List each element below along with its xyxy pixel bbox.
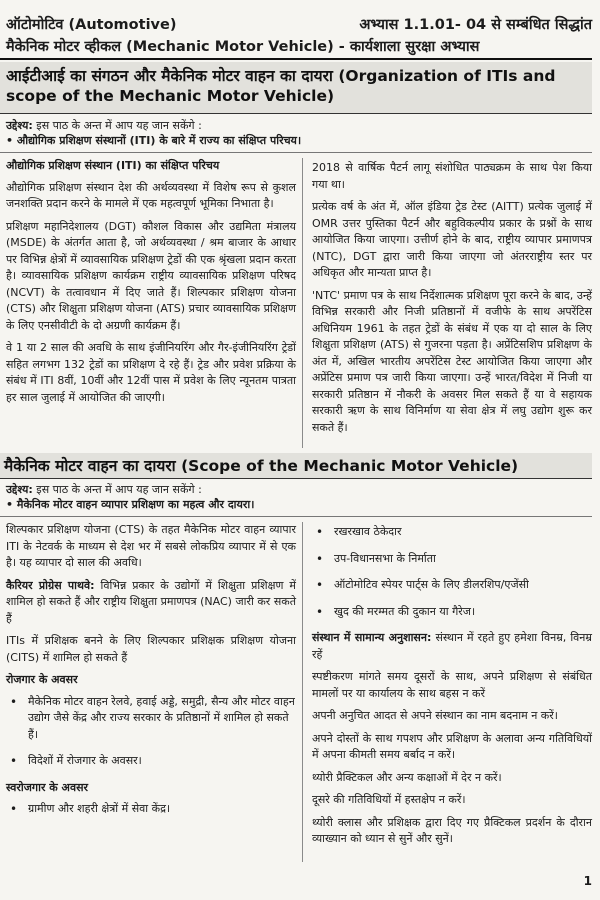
column-divider (302, 522, 303, 862)
section1-objective (6, 118, 592, 148)
section2-right-column (312, 524, 592, 854)
page-header (6, 14, 592, 56)
section2-objective-divider (0, 516, 592, 517)
header-subject: ऑटोमोटिव (Automotive) (6, 17, 177, 33)
list-item: • ग्रामीण और शहरी क्षेत्रों में सेवा केंद्र। (6, 801, 296, 818)
discipline-intro (312, 630, 592, 663)
list-item: • विदेशों में रोजगार के अवसर। (6, 753, 296, 770)
list-item: • ऑटोमोटिव स्पेयर पार्ट्स के लिए डीलरशिप/एजेंसी (312, 577, 592, 594)
paragraph: प्रशिक्षण महानिदेशालय (DGT) कौशल विकास और उद्यमिता मंत्रालय (MSDE) के अंतर्गत आता है, जो अर्थव्यवस्था / श्रम बाजार के आधार पर विभिन्न क्षेत्रों में व्यावसायिक प्रशिक्षण ट्रेडों की एक श्रृंखला प्रदान करता है। व्यावसायिक प्रशिक्षण कार्यक्रम राष्ट्रीय व्यावसायिक प्रशिक्षण परिषद (NCVT) के तत्वावधान में दिए जाते हैं। शिल्पकार प्रशिक्षण योजना (CTS) और शिक्षुता प्रशिक्षण योजना (ATS) प्रचार व्यावसायिक प्रशिक्षण के लिए एनसीवीटी के दो अग्रणी कार्यक्रम हैं। (6, 219, 296, 332)
list-item: • मैकेनिक मोटर वाहन रेलवे, हवाई अड्डे, समुद्री, सैन्य और मोटर वाहन उद्योग जैसे केंद्र और राज्य सरकार के प्रतिष्ठानों में शामिल हो सकते हैं। (6, 694, 296, 744)
discipline-rule: अपनी अनुचित आदत से अपने संस्थान का नाम बदनाम न करें। (312, 709, 558, 722)
discipline-text: संस्थान में रहते हुए हमेशा विनम्र, विनम्र रहें (312, 631, 592, 661)
employment-list (6, 694, 296, 770)
paragraph: 2018 से वार्षिक पैटर्न लागू संशोधित पाठ्यक्रम के साथ पेश किया गया था। (312, 161, 592, 191)
section2-objective-label: उद्देश्य: (6, 483, 33, 496)
section1-right-column (312, 160, 592, 442)
section2-objective (6, 482, 592, 512)
section2-objective-text: इस पाठ के अन्त में आप यह जान सकेंगे : (32, 483, 202, 496)
paragraph: शिल्पकार प्रशिक्षण योजना (CTS) के तहत मैकेनिक मोटर वाहन व्यापार ITI के नेटवर्क के माध्यम से देश भर में सबसे लोकप्रिय व्यापार में से एक है। यह व्यापार दो साल की अवधि। (6, 523, 296, 569)
discipline-rule: अपने दोस्तों के साथ गपशप और प्रशिक्षण के अलावा अन्य गतिविधियों में अपना कीमती समय बर्बाद न करें। (312, 731, 592, 761)
list-item: • खुद की मरम्मत की दुकान या गैरेज। (312, 604, 592, 621)
section1-title: आईटीआई का संगठन और मैकेनिक मोटर वाहन का दायरा (Organization of ITIs and scope of the Mechanic Motor Vehicle) (0, 62, 592, 114)
discipline-rule: थ्योरी क्लास और प्रशिक्षक द्वारा दिए गए प्रैक्टिकल प्रदर्शन के दौरान व्याख्यान को ध्यान से सुनें और सुनें। (312, 815, 592, 845)
section1-objective-label: उद्देश्य: (6, 119, 33, 132)
paragraph: वे 1 या 2 साल की अवधि के साथ इंजीनियरिंग और गैर-इंजीनियरिंग ट्रेडों सहित लगभग 132 ट्रेडों का प्रशिक्षण दे रहे हैं। ट्रेड और प्रवेश प्रक्रिया के संबंध में ITI 8वीं, 10वीं और 12वीं पास में प्रवेश के लिए न्यूनतम पात्रता हर साल जुलाई में आयोजित की जाएगी। (6, 341, 296, 404)
list-item: • उप-विधानसभा के निर्माता (312, 551, 592, 568)
employment-heading: रोजगार के अवसर (6, 673, 78, 686)
list-item: • रखरखाव ठेकेदार (312, 524, 592, 541)
paragraph: 'NTC' प्रमाण पत्र के साथ निर्देशात्मक प्रशिक्षण पूरा करने के बाद, उन्हें विभिन्न सरकारी और निजी प्रतिष्ठानों में वजीफे के साथ अपरेंटिस अधिनियम 1961 के तहत ट्रेडों के संबंध में एक या दो साल के लिए शिक्षुता प्रशिक्षण (ATS) से गुजरना पड़ता है। अप्रेंटिसशिप प्रशिक्षण के अंत में, अखिल भारतीय अपरेंटिस टेस्ट आयोजित किया जाएगा और अप्रेंटिस प्रमाण पत्र जारी किया जाएगा। उन्हें भारत/विदेश में निजी या सरकारी प्रतिष्ठान में नौकरी के अवसर मिल सकते हैं या वे सहायक सरकारी ऋण के साथ विनिर्माण या सेवा क्षेत्र में लघु उद्योग शुरू कर सकते हैं। (312, 288, 592, 434)
page-number: 1 (583, 874, 592, 888)
header-divider (0, 58, 592, 60)
column-divider (302, 158, 303, 448)
section2-title: मैकेनिक मोटर वाहन का दायरा (Scope of the Mechanic Motor Vehicle) (0, 453, 592, 479)
career-pathway (6, 578, 296, 628)
paragraph: ITIs में प्रशिक्षक बनने के लिए शिल्पकार प्रशिक्षक प्रशिक्षण योजना (CITS) में शामिल हो सकते हैं (6, 634, 296, 664)
discipline-rule: थ्योरी प्रैक्टिकल और अन्य कक्षाओं में देर न करें। (312, 770, 502, 784)
section1-left-column (6, 158, 296, 412)
header-exercise-ref: अभ्यास 1.1.01- 04 से सम्बंधित सिद्धांत (359, 17, 592, 33)
section1-objective-point: • औद्योगिक प्रशिक्षण संस्थानों (ITI) के बारे में राज्य का संक्षिप्त परिचय। (6, 134, 302, 147)
section2-objective-point: • मैकेनिक मोटर वाहन व्यापार प्रशिक्षण का महत्व और दायरा। (6, 498, 255, 511)
discipline-rule: दूसरे की गतिविधियों में हस्तक्षेप न करें। (312, 793, 466, 806)
self-employment-list (6, 801, 296, 818)
discipline-rule: स्पष्टीकरण मांगते समय दूसरों के साथ, अपने प्रशिक्षण से संबंधित मामलों पर या कार्यालय के साथ बहस न करें (312, 670, 592, 700)
paragraph: प्रत्येक वर्ष के अंत में, ऑल इंडिया ट्रेड टेस्ट (AITT) प्रत्येक जुलाई में OMR उत्तर पुस्तिका पैटर्न और बहुविकल्पीय प्रकार के प्रश्नों के साथ आयोजित किया जाएगा। उत्तीर्ण होने के बाद, राष्ट्रीय व्यापार प्रमाणपत्र (NTC), DGT द्वारा जारी किया जाएगा जो अंतरराष्ट्रीय स्तर पर अधिकृत और मान्यता प्राप्त है। (312, 200, 592, 279)
self-employment-heading: स्वरोजगार के अवसर (6, 780, 89, 794)
career-pathway-label: कैरियर प्रोग्रेस पाथवे: (6, 578, 95, 592)
section1-objective-divider (0, 152, 592, 153)
career-pathway-text: विभिन्न प्रकार के उद्योगों में शिक्षुता प्रशिक्षण में शामिल हो सकते हैं और राष्ट्रीय शिक्षुता प्रमाणपत्र (NAC) जारी कर सकते हैं (6, 578, 297, 625)
self-employment-list-continued (312, 524, 592, 620)
section1-objective-text: इस पाठ के अन्त में आप यह जान सकेंगे : (32, 119, 202, 132)
paragraph: औद्योगिक प्रशिक्षण संस्थान देश की अर्थव्यवस्था में विशेष रूप से कुशल जनशक्ति प्रदान करने के मामले में एक महत्वपूर्ण भूमिका निभाता है। (6, 180, 296, 210)
section2-left-column (6, 522, 296, 828)
header-course-title: मैकेनिक मोटर व्हीकल (Mechanic Motor Vehicle) - कार्यशाला सुरक्षा अभ्यास (6, 39, 480, 55)
iti-intro-heading: औद्योगिक प्रशिक्षण संस्थान (ITI) का संक्षिप्त परिचय (6, 159, 220, 172)
discipline-label: संस्थान में सामान्य अनुशासन: (312, 631, 432, 644)
